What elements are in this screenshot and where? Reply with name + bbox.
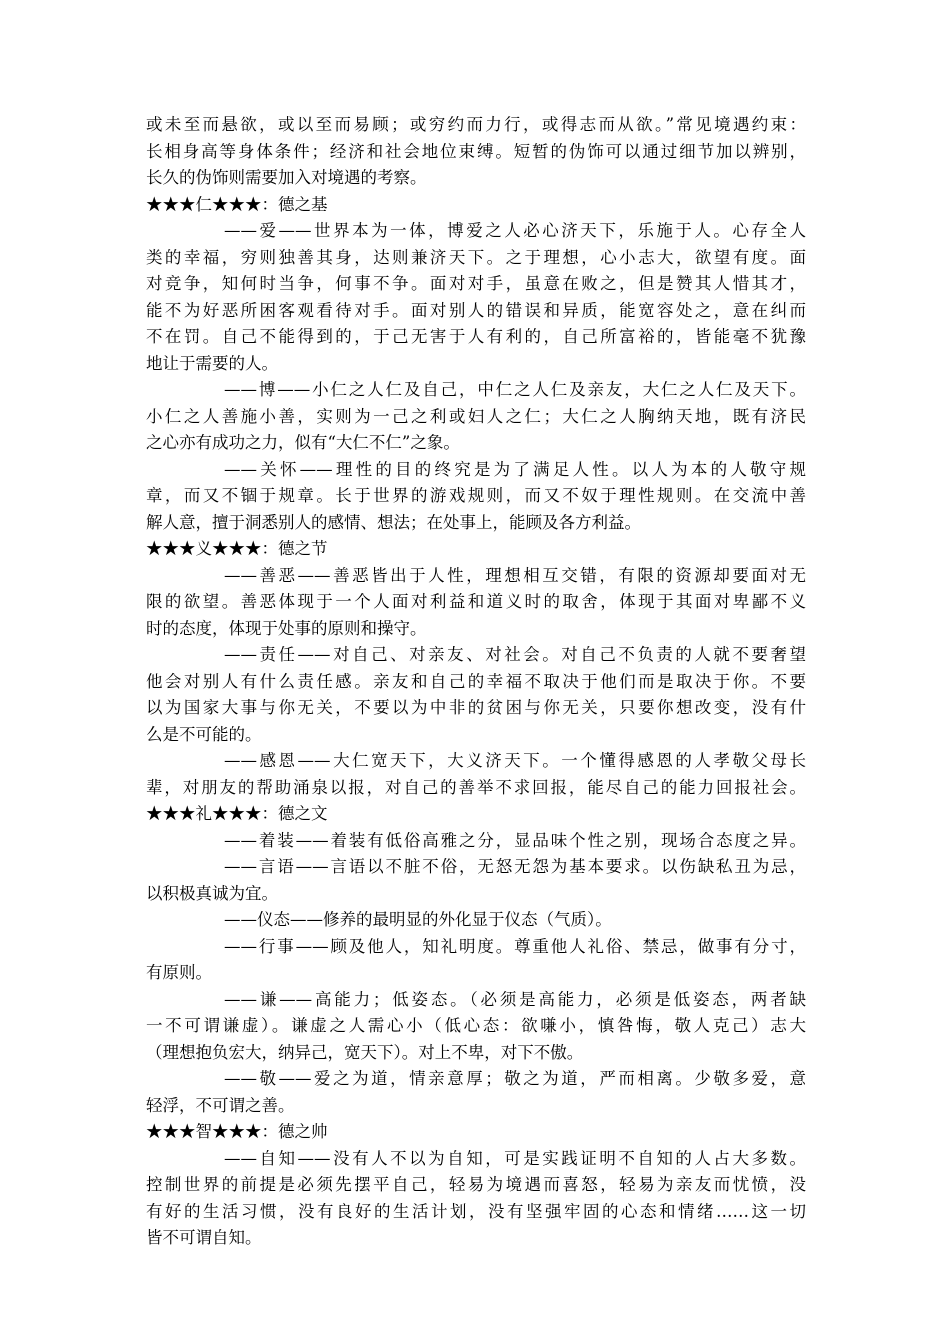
paragraph-start: ——行事——顾及他人，知礼明度。尊重他人礼俗、禁忌，做事有分寸， [224, 936, 806, 956]
text-line: 辈，对朋友的帮助涌泉以报，对自己的善举不求回报，能尽自己的能力回报社会。 [146, 777, 806, 797]
text-line: 不在罚。自己不能得到的，于己无害于人有利的，自己所富裕的，皆能毫不犹豫 [146, 327, 806, 346]
paragraph-start: ——谦——高能力；低姿态。（必须是高能力，必须是低姿态，两者缺 [224, 989, 806, 1009]
text-line: 之心亦有成功之力，似有“大仁不仁”之象。 [146, 433, 460, 452]
text-line: 控制世界的前提是必须先摆平自己，轻易为境遇而喜怒，轻易为亲友而忧愤，没 [146, 1175, 806, 1194]
text-line: 他会对别人有什么责任感。亲友和自己的幸福不取决于他们而是取决于你。不要 [146, 671, 806, 691]
paragraph-start: ——言语——言语以不脏不俗，无怒无怨为基本要求。以伤缺私丑为忌， [224, 857, 806, 876]
paragraph-start: ——着装——着装有低俗高雅之分，显品味个性之别，现场合态度之异。 [224, 830, 806, 850]
text-line: 以积极真诚为宜。 [146, 883, 278, 903]
text-line: 长相身高等身体条件；经济和社会地位束缚。短暂的伪饰可以通过细节加以辨别， [146, 141, 806, 161]
paragraph-start: ——善恶——善恶皆出于人性，理想相互交错，有限的资源却要面对无 [224, 565, 806, 585]
text-line: 类的幸福，穷则独善其身，达则兼济天下。之于理想，心小志大，欲望有度。面 [146, 247, 806, 267]
paragraph-start: ——感恩——大仁宽天下，大义济天下。一个懂得感恩的人孝敬父母长 [224, 751, 806, 770]
text-line: 有原则。 [146, 963, 212, 982]
text-line: 对竞争，知何时当争，何事不争。面对对手，虽意在败之，但是赞其人惜其才， [146, 274, 806, 293]
text-line: 解人意，擅于洞悉别人的感情、想法；在处事上，能顾及各方利益。 [146, 512, 641, 532]
text-line: 能不为好恶所困客观看待对手。面对别人的错误和异质，能宽容处之，意在纠而 [146, 300, 806, 320]
paragraph-start: ——敬——爱之为道，情亲意厚；敬之为道，严而相离。少敬多爱，意 [224, 1069, 806, 1088]
text-line: 一不可谓谦虚）。谦虚之人需心小（低心态：欲嗛小，慎咎悔，敬人克己）志大 [146, 1016, 806, 1035]
paragraph-start: ——关怀——理性的目的终究是为了满足人性。以人为本的人敬守规 [224, 459, 806, 479]
text-line: （理想抱负宏大，纳异己，宽天下）。对上不卑，对下不傲。 [146, 1042, 584, 1062]
text-line: 章，而又不锢于规章。长于世界的游戏规则，而又不奴于理性规则。在交流中善 [146, 486, 806, 505]
text-line: 有好的生活习惯，没有良好的生活计划，没有坚强牢固的心态和情绪……这一切 [146, 1201, 806, 1221]
paragraph-start: ——仪态——修养的最明显的外化显于仪态（气质）。 [224, 910, 612, 929]
paragraph-start: ——自知——没有人不以为自知，可是实践证明不自知的人占大多数。 [224, 1148, 806, 1168]
text-line: 轻浮，不可谓之善。 [146, 1095, 295, 1115]
section-heading-yi: ★★★义★★★：德之节 [146, 539, 328, 558]
text-line: 么是不可能的。 [146, 724, 262, 744]
section-heading-ren: ★★★仁★★★：德之基 [146, 194, 328, 214]
paragraph-start: ——博——小仁之人仁及自己，中仁之人仁及亲友，大仁之人仁及天下。 [224, 380, 806, 399]
text-line: 限的欲望。善恶体现于一个人面对利益和道义时的取舍，体现于其面对卑鄙不义 [146, 592, 806, 611]
text-line: 小仁之人善施小善，实则为一己之利或妇人之仁；大仁之人胸纳天地，既有济民 [146, 406, 806, 426]
paragraph-start: ——爱——世界本为一体，博爱之人必心济天下，乐施于人。心存全人 [224, 221, 806, 240]
text-line: 以为国家大事与你无关，不要以为中非的贫困与你无关，只要你想改变，没有什 [146, 698, 806, 717]
paragraph-start: ——责任——对自己、对亲友、对社会。对自己不负责的人就不要奢望 [224, 645, 806, 664]
text-line: 长久的伪饰则需要加入对境遇的考察。 [146, 168, 427, 187]
text-line: 皆不可谓自知。 [146, 1228, 262, 1247]
text-line: 或未至而悬欲，或以至而易顾；或穷约而力行，或得志而从欲。”常见境遇约束： [146, 115, 806, 134]
section-heading-zhi: ★★★智★★★：德之帅 [146, 1122, 328, 1141]
section-heading-li: ★★★礼★★★：德之文 [146, 804, 328, 823]
text-line: 时的态度，体现于处事的原则和操守。 [146, 618, 427, 638]
text-line: 地让于需要的人。 [146, 353, 278, 373]
document-page [146, 112, 806, 1252]
